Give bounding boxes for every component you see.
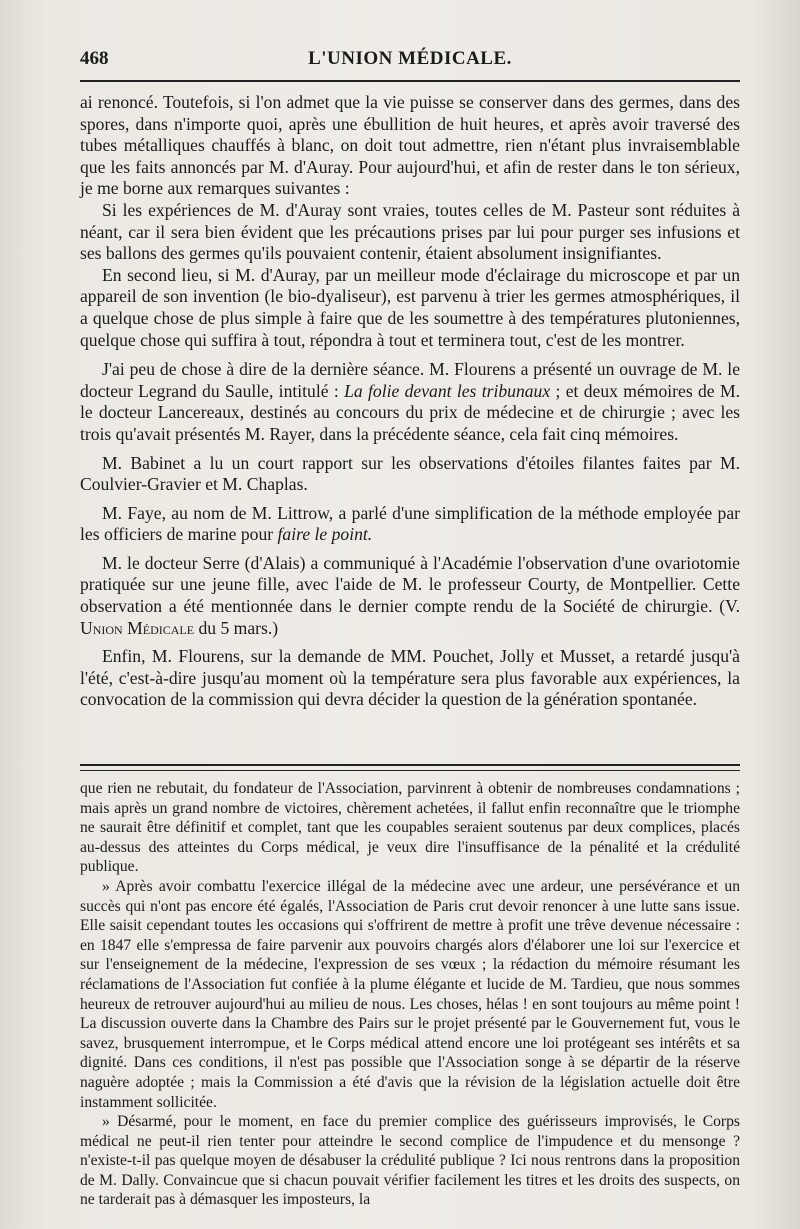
text-run: du 5 mars.) xyxy=(194,617,279,638)
feuilleton-column xyxy=(80,779,740,1210)
page-number: 468 xyxy=(80,48,109,69)
text-run: J'ai peu de chose à dire de la dernière séance. M. Flourens a présenté un ouvrage de M. le docteur Legrand du Saulle, intitulé : xyxy=(80,359,740,401)
header-rule xyxy=(80,80,740,82)
paragraph: ai renoncé. Toutefois, si l'on admet que la vie puisse se conserver dans des germes, dans des spores, dans n'importe quoi, après une ébullition de huit heures, et après avoir traversé des tubes métalliques chauffés à blanc, on doit tout admettre, rien n'étant plus invraisemblable que les faits annoncés par M. d'Auray. Pour aujourd'hui, et afin de rester dans le ton sérieux, je me borne aux remarques suivantes : xyxy=(80,92,740,199)
paragraph: Enfin, M. Flourens, sur la demande de MM. Pouchet, Jolly et Musset, a retardé jusqu'à l'été, c'est-à-dire jusqu'au moment où la température sera plus favorable aux expériences, la convocation de la commission qui devra décider la question de la génération spontanée. xyxy=(80,646,740,710)
section-divider xyxy=(80,764,740,771)
journal-reference: Union Médicale xyxy=(80,617,195,638)
paragraph: M. Babinet a lu un court rapport sur les observations d'étoiles filantes faites par M. Coulvier-Gravier et M. Chaplas. xyxy=(80,452,740,495)
main-column xyxy=(80,92,740,711)
italic-phrase: faire le point. xyxy=(277,524,373,545)
paragraph xyxy=(80,359,740,445)
paragraph xyxy=(80,503,740,546)
paragraph: En second lieu, si M. d'Auray, par un meilleur mode d'éclairage du microscope et par un appareil de son invention (le bio-dyaliseur), est parvenu à trier les germes atmosphériques, il a quelque chose de plus simple à faire que de les soumettre à des températures plutoniennes, quelque chose qui suffira à tout, répondra à tout et terminera tout, c'est de les montrer. xyxy=(80,264,740,350)
paragraph: » Désarmé, pour le moment, en face du premier complice des guérisseurs improvisés, le Corps médical ne peut-il rien tenter pour atteindre le second complice de l'impudence et du mensonge ? n'existe-t-il pas quelque moyen de désabuser la crédulité publique ? Ici nous rentrons dans la proposition de M. Dally. Convaincue que si chacun pouvait vérifier facilement les titres et les droits des suspects, on ne tarderait pas à démasquer les imposteurs, la xyxy=(80,1113,740,1209)
book-title: La folie devant les tribunaux xyxy=(344,380,551,401)
text-run: M. le docteur Serre (d'Alais) a communiqué à l'Académie l'observation d'une ovariotomie pratiquée sur une jeune fille, avec l'aide de M. le professeur Courty, de Montpellier. Cette observation a été mentionnée dans le dernier compte rendu de la Société de chirurgie. (V. xyxy=(80,552,740,617)
paragraph: » Après avoir combattu l'exercice illégal de la médecine avec une ardeur, une persévérance et un succès qui n'ont pas encore été égalés, l'Association de Paris crut devoir renoncer à une lutte sans issue. Elle saisit cependant toutes les occasions qui s'offrirent de mettre à profit une trêve devenue nécessaire : en 1847 elle s'empressa de faire parvenir aux pouvoirs chargés alors d'élaborer une loi sur l'exercice et sur l'enseignement de la médecine, l'expression de ses vœux ; la rédaction du mémoire résumant les réclamations de l'Association fut confiée à la plume élégante et lucide de M. Tardieu, que nous sommes heureux de retrouver aujourd'hui au milieu de nous. Les choses, hélas ! en sont toujours au même point ! La discussion ouverte dans la Chambre des Pairs sur le projet présenté par le Gouvernement fut, vous le savez, brusquement interrompue, et le Corps médical attend encore une loi protégeant ses intérêts et sa dignité. Dans ces conditions, il n'est pas possible que l'Association songe à se départir de la réserve naguère adoptée ; mais la Commission a été d'avis que la révision de la législation actuelle doit être instamment sollicitée. xyxy=(80,877,740,1111)
paragraph: Si les expériences de M. d'Auray sont vraies, toutes celles de M. Pasteur sont réduites à néant, car il sera bien évident que les précautions prises par lui pour purger ses infusions et ses ballons des germes qu'ils pouvaient contenir, étaient absolument insignifiantes. xyxy=(80,199,740,264)
journal-title: L'UNION MÉDICALE. xyxy=(308,48,512,69)
text-run: M. Faye, au nom de M. Littrow, a parlé d'une simplification de la méthode employée par les officiers de marine pour xyxy=(80,502,740,545)
paragraph xyxy=(80,553,740,639)
running-header xyxy=(80,48,740,72)
paragraph: que rien ne rebutait, du fondateur de l'Association, parvinrent à obtenir de nombreuses condamnations ; mais après un grand nombre de victoires, chèrement achetées, il fallut enfin reconnaître que le triomphe ne saurait être définitif et complet, tant que les coupables seraient soutenus par deux complices, placés au-dessus des atteintes du Corps médical, je veux dire l'insuffisance de la pénalité et la crédulité publique. xyxy=(80,780,740,876)
text-run: ; et deux mémoires de M. le docteur Lancereaux, destinés au concours du prix de médecine et de chirurgie ; avec les trois qu'avait présentés M. Rayer, dans la précédente séance, cela fait cinq mémoires. xyxy=(80,380,740,444)
